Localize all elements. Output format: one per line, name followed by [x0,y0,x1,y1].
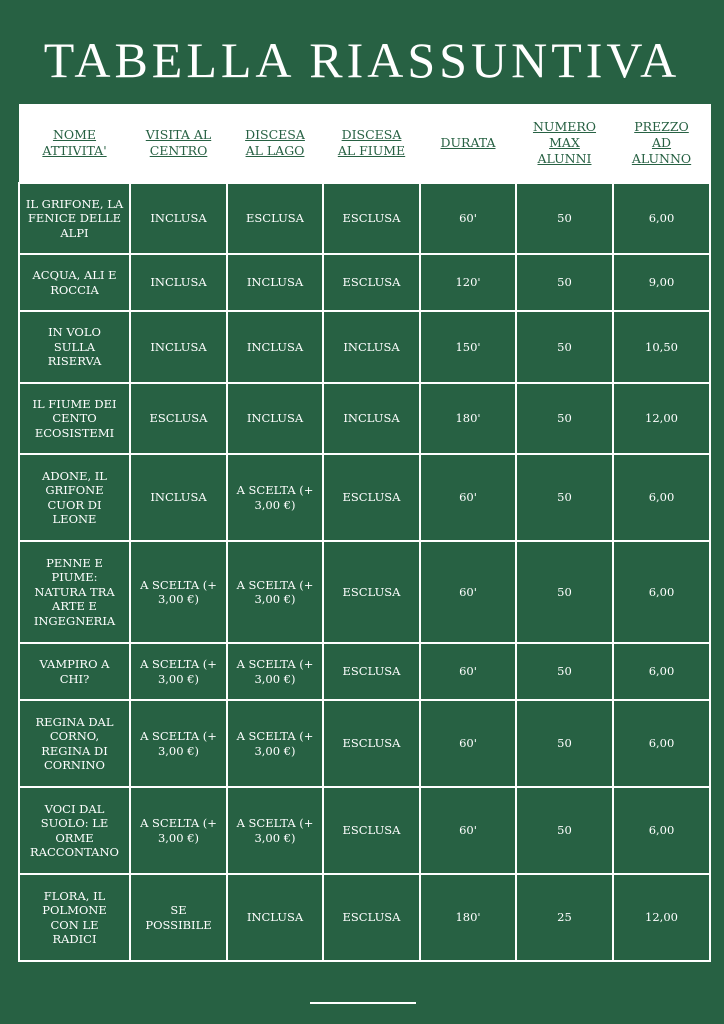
cell-discesa-al-lago: ESCLUSA [227,183,323,254]
cell-activity-name: ACQUA, ALI E ROCCIA [19,254,130,311]
cell-durata: 60' [420,643,516,700]
cell-numero-max-alunni: 50 [516,311,613,383]
table-row [19,874,710,961]
cell-durata: 60' [420,700,516,787]
cell-activity-name: VAMPIRO A CHI? [19,643,130,700]
cell-activity-name: REGINA DAL CORNO, REGINA DI CORNINO [19,700,130,787]
cell-discesa-al-fiume: ESCLUSA [323,643,420,700]
cell-prezzo-ad-alunno: 6,00 [613,541,710,643]
bottom-divider [310,1002,416,1004]
cell-visita-al-centro: INCLUSA [130,454,227,541]
cell-discesa-al-lago: A SCELTA (+ 3,00 €) [227,787,323,874]
cell-visita-al-centro: ESCLUSA [130,383,227,454]
table-row [19,541,710,643]
cell-discesa-al-lago: A SCELTA (+ 3,00 €) [227,700,323,787]
header-durata: DURATA [420,104,516,183]
cell-prezzo-ad-alunno: 9,00 [613,254,710,311]
cell-numero-max-alunni: 50 [516,787,613,874]
cell-visita-al-centro: A SCELTA (+ 3,00 €) [130,541,227,643]
table-row [19,700,710,787]
cell-numero-max-alunni: 50 [516,541,613,643]
header-discesa-al-fiume: DISCESA AL FIUME [323,104,420,183]
cell-prezzo-ad-alunno: 6,00 [613,700,710,787]
table-row [19,383,710,454]
cell-prezzo-ad-alunno: 12,00 [613,874,710,961]
cell-durata: 60' [420,183,516,254]
cell-activity-name: IL GRIFONE, LA FENICE DELLE ALPI [19,183,130,254]
cell-discesa-al-fiume: ESCLUSA [323,454,420,541]
cell-prezzo-ad-alunno: 6,00 [613,454,710,541]
table-row [19,643,710,700]
cell-discesa-al-lago: A SCELTA (+ 3,00 €) [227,541,323,643]
header-discesa-al-lago: DISCESA AL LAGO [227,104,323,183]
table-header-row [19,104,710,183]
cell-activity-name: PENNE E PIUME: NATURA TRA ARTE E INGEGNERIA [19,541,130,643]
cell-numero-max-alunni: 50 [516,454,613,541]
table-row [19,254,710,311]
cell-durata: 60' [420,541,516,643]
table-row [19,787,710,874]
cell-discesa-al-lago: A SCELTA (+ 3,00 €) [227,454,323,541]
cell-visita-al-centro: A SCELTA (+ 3,00 €) [130,787,227,874]
cell-activity-name: IL FIUME DEI CENTO ECOSISTEMI [19,383,130,454]
cell-discesa-al-lago: INCLUSA [227,311,323,383]
cell-discesa-al-lago: INCLUSA [227,383,323,454]
header-numero-max-alunni: NUMERO MAX ALUNNI [516,104,613,183]
table-row [19,454,710,541]
cell-numero-max-alunni: 50 [516,700,613,787]
cell-discesa-al-fiume: ESCLUSA [323,254,420,311]
cell-visita-al-centro: A SCELTA (+ 3,00 €) [130,700,227,787]
cell-discesa-al-fiume: INCLUSA [323,311,420,383]
cell-prezzo-ad-alunno: 6,00 [613,183,710,254]
cell-activity-name: ADONE, IL GRIFONE CUOR DI LEONE [19,454,130,541]
cell-durata: 180' [420,383,516,454]
cell-discesa-al-lago: A SCELTA (+ 3,00 €) [227,643,323,700]
summary-table [18,104,711,962]
cell-prezzo-ad-alunno: 6,00 [613,787,710,874]
table-row [19,183,710,254]
cell-discesa-al-fiume: ESCLUSA [323,874,420,961]
cell-discesa-al-fiume: ESCLUSA [323,787,420,874]
header-nome-attivita: NOME ATTIVITA' [19,104,130,183]
cell-numero-max-alunni: 50 [516,183,613,254]
header-visita-al-centro: VISITA AL CENTRO [130,104,227,183]
cell-durata: 180' [420,874,516,961]
table-row [19,311,710,383]
cell-numero-max-alunni: 25 [516,874,613,961]
cell-activity-name: VOCI DAL SUOLO: LE ORME RACCONTANO [19,787,130,874]
cell-prezzo-ad-alunno: 10,50 [613,311,710,383]
cell-visita-al-centro: INCLUSA [130,183,227,254]
cell-discesa-al-lago: INCLUSA [227,254,323,311]
cell-prezzo-ad-alunno: 6,00 [613,643,710,700]
cell-durata: 120' [420,254,516,311]
cell-visita-al-centro: INCLUSA [130,311,227,383]
cell-activity-name: FLORA, IL POLMONE CON LE RADICI [19,874,130,961]
cell-discesa-al-fiume: ESCLUSA [323,541,420,643]
cell-activity-name: IN VOLO SULLA RISERVA [19,311,130,383]
cell-discesa-al-fiume: ESCLUSA [323,183,420,254]
cell-visita-al-centro: INCLUSA [130,254,227,311]
cell-discesa-al-fiume: INCLUSA [323,383,420,454]
cell-numero-max-alunni: 50 [516,383,613,454]
page-title: TABELLA RIASSUNTIVA [43,32,681,88]
cell-durata: 60' [420,787,516,874]
cell-durata: 60' [420,454,516,541]
cell-discesa-al-fiume: ESCLUSA [323,700,420,787]
cell-numero-max-alunni: 50 [516,643,613,700]
cell-visita-al-centro: A SCELTA (+ 3,00 €) [130,643,227,700]
cell-prezzo-ad-alunno: 12,00 [613,383,710,454]
cell-discesa-al-lago: INCLUSA [227,874,323,961]
cell-durata: 150' [420,311,516,383]
cell-visita-al-centro: SE POSSIBILE [130,874,227,961]
cell-numero-max-alunni: 50 [516,254,613,311]
header-prezzo-ad-alunno: PREZZO AD ALUNNO [613,104,710,183]
